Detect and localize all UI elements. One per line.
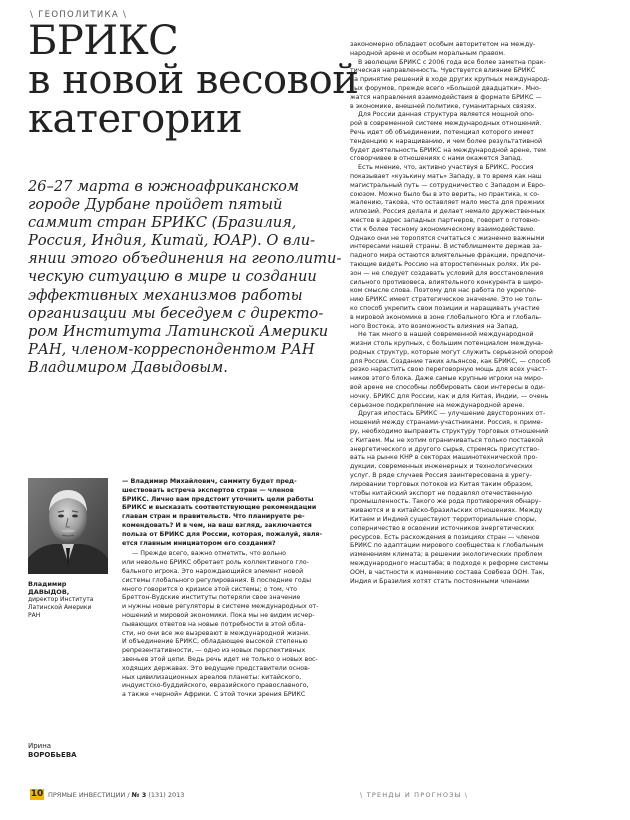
- body-line: жестов в адрес западных партнеров, говорит о готовно-: [350, 216, 541, 224]
- body-line: родных структур, которые могут служить серьезной опорой: [350, 348, 553, 356]
- body-line: В эволюции БРИКС с 2006 года все более заметна прак-: [350, 58, 546, 66]
- body-line: международного масштаба; в подходе к реформе системы: [350, 560, 549, 568]
- body-line: жатся направления взаимодействия в формате БРИКС —: [350, 93, 542, 101]
- body-line: БРИКС по адаптации мирового сообщества к глобальным: [350, 542, 544, 550]
- author-last-name: ВОРОБЬЕВА: [28, 751, 77, 759]
- body-line: тающие видеть Россию на второстепенных ролях. Их ре-: [350, 260, 542, 268]
- caption-role: РАН: [28, 612, 41, 619]
- body-line: ООН, в частности к изменению состава Совбеза ООН. Так,: [350, 568, 545, 576]
- question-line: — Владимир Михайлович, саммиту будет пред-: [122, 478, 297, 485]
- body-line: ношений между странами-участниками. Россия, к приме-: [350, 419, 543, 427]
- lead-line: ческую ситуацию в мире и создании: [28, 268, 317, 286]
- answer-line: И объединение БРИКС, обладающее высокой степенью: [122, 638, 308, 646]
- body-line: показывает «кузькину мать» Западу, в то время как наш: [350, 172, 542, 180]
- answer-line: пывающих ответов на новые потребности в этой обла-: [122, 620, 306, 628]
- title-line: БРИКС: [28, 18, 179, 64]
- body-line: услуг. В ряде случаев Россия заинтересована в урегу-: [350, 472, 532, 480]
- body-line: падного мира остаются влиятельные фракции, предпочи-: [350, 252, 545, 260]
- rubric: \ ГЕОПОЛИТИКА \: [30, 10, 128, 20]
- interview-question: [122, 478, 340, 548]
- title-line: категории: [28, 96, 243, 142]
- body-line: дукции, современных инженерных и технологических: [350, 463, 533, 471]
- caption-role: директор Института: [28, 596, 94, 603]
- title-line: в новой весовой: [28, 57, 359, 103]
- body-line: с Китаем. Мы не хотим ограничиваться только поставкой: [350, 436, 544, 444]
- answer-line: ных цивилизационных ареалов планеты: китайского,: [122, 673, 302, 681]
- body-line: иллюзий. Россия делала и делает немало дружественных: [350, 208, 545, 216]
- interview-answer: [122, 550, 340, 700]
- body-line: чтобы китайский экспорт не подавлял отечественную: [350, 489, 533, 497]
- body-line: магистральный путь — сотрудничество с Западом и Евро-: [350, 181, 546, 189]
- body-line: на принятие решений в ходе других крупных международ-: [350, 76, 550, 84]
- body-line: ресурсов. Есть расхождения в позициях стран — членов: [350, 533, 540, 541]
- issue-number: № 3: [131, 791, 147, 799]
- body-line: Индия и Бразилия хотят стать постоянными членами: [350, 577, 529, 585]
- body-line: нию БРИКС имеет стратегическое значение. Это не толь-: [350, 296, 543, 304]
- question-line: БРИКС. Лично вам предстоит уточнить цели работы: [122, 495, 314, 503]
- body-line: ного Востока, это возможность влияния на Запад.: [350, 322, 519, 330]
- body-line: Для России данная структура является мощной опо-: [350, 111, 535, 119]
- caption-role: Латинской Америки: [28, 604, 92, 611]
- body-line: союзом. Можно было бы в это верить, но практика, к со-: [350, 190, 540, 198]
- question-line: комендовать? И в чем, на ваш взгляд, заключается: [122, 521, 312, 529]
- body-line: соперничество в освоении источников энергетических: [350, 524, 535, 532]
- interview-column-left: [122, 478, 340, 700]
- answer-line: Бреттон-Вудские институты потеряли свое значение: [122, 594, 301, 602]
- body-line: серьезное подкрепление на международной арене.: [350, 401, 525, 409]
- body-line: ников этого блока. Даже самые крупные игроки на миро-: [350, 375, 544, 383]
- body-line: изменениям климата; в решении экологических проблем: [350, 551, 543, 559]
- question-line: шествовать встреча экспертов стран — членов: [122, 486, 294, 494]
- section-name: \ ТРЕНДЫ И ПРОГНОЗЫ \: [360, 791, 469, 799]
- answer-line: или невольно БРИКС обретает роль коллективного гло-: [122, 559, 309, 567]
- question-line: БРИКС и высказать соответствующие рекомендации: [122, 504, 317, 512]
- body-line: зон — не следует создавать условий для восстановления: [350, 269, 544, 277]
- question-line: главам стран и правительств. Что планируете ре-: [122, 513, 305, 521]
- body-line: резко нарастить свою переговорную мощь для всех участ-: [350, 366, 548, 374]
- answer-line: много говорится о кризисе этой системы; о том, что: [122, 585, 297, 593]
- lead-line: Владимиром Давыдовым.: [28, 358, 228, 376]
- body-line: энергетического и другого сырья, стремясь присутство-: [350, 445, 540, 453]
- body-line: сти к более тесному экономическому взаимодействию.: [350, 225, 536, 233]
- magazine-name: [48, 791, 184, 799]
- body-line: вой арене не способны лоббировать свои интересы в оди-: [350, 384, 546, 392]
- body-line: в мировой экономике в зоне глобального Юга и глобаль-: [350, 313, 542, 321]
- body-line: лировании торговых потоков из Китая таким образом,: [350, 480, 533, 488]
- body-line: жалению, такова, что оставляет мало места для прежних: [350, 199, 545, 207]
- caption-first-name: Владимир: [28, 580, 67, 588]
- photo-caption: [28, 580, 113, 620]
- body-line: тическая направленность. Чувствуется влияние БРИКС: [350, 67, 536, 75]
- body-line: ру, необходимо выправить структуру торговых отношений: [350, 428, 549, 436]
- body-line: Есть мнение, что, активно участвуя в БРИКС, Россия: [350, 164, 534, 172]
- answer-line: и нужны новые регуляторы в системе международных от-: [122, 603, 319, 611]
- lead-line: янии этого объединения на геополити-: [28, 250, 342, 268]
- lead-line: организации мы беседуем с директо-: [28, 304, 324, 322]
- body-line: тенденцию к наращиванию, и чем более результативной: [350, 137, 543, 145]
- body-line: в экономике, внешней политике, гуманитарных связях.: [350, 102, 537, 110]
- answer-line: ношений и мировой экономики. Пока мы не видим исчер-: [122, 611, 315, 619]
- portrait-image: [28, 478, 108, 574]
- caption-last-name: ДАВЫДОВ,: [28, 588, 70, 596]
- lead-line: саммит стран БРИКС (Бразилия,: [28, 214, 297, 232]
- body-line: ночку. БРИКС для России, как и для Китая, Индии, — очень: [350, 392, 549, 400]
- body-line: закономерно обладает особым авторитетом на между-: [350, 41, 536, 48]
- body-line: Другая ипостась БРИКС — улучшение двусторонних от-: [350, 410, 546, 418]
- body-line: ком смысле слова. Поэтому для нас работа по укрепле-: [350, 287, 537, 295]
- body-line: будет деятельность БРИКС на международной арене, тем: [350, 146, 546, 154]
- body-line: сильного противовеса, влиятельного конкурента в широ-: [350, 278, 544, 286]
- body-line: живаются и в китайско-бразильских отношениях. Между: [350, 507, 543, 515]
- portrait-photo: [28, 478, 108, 574]
- lead-line: Россия, Индия, Китай, ЮАР). О вли-: [28, 232, 316, 250]
- author-byline: [28, 742, 77, 760]
- interview-column-right: [350, 41, 575, 586]
- answer-line: индуистско-буддийского, евразийского православного,: [122, 682, 309, 690]
- lead-line: РАН, членом-корреспондентом РАН: [28, 340, 315, 358]
- issue-detail: (131) 2013: [148, 791, 185, 799]
- answer-line: сти, но они все же вызревают в международной жизни.: [122, 629, 310, 637]
- body-line: Речь идет об объединении, потенциал которого имеет: [350, 128, 534, 136]
- answer-line: а также «черной» Африки. С этой точки зрения БРИКС: [122, 691, 306, 699]
- magazine-title: ПРЯМЫЕ ИНВЕСТИЦИИ /: [48, 791, 130, 799]
- body-line: для России. Создание таких альянсов, как БРИКС, — способ: [350, 357, 551, 365]
- answer-line: ходящих державах. Это ведущие представители основ-: [122, 664, 311, 672]
- body-line: интересами нашей страны. В истеблишменте держав за-: [350, 243, 542, 251]
- lead-line: ром Института Латинской Америки: [28, 322, 329, 340]
- author-first-name: Ирина: [28, 742, 52, 750]
- lead-line: 26–27 марта в южноафриканском: [28, 178, 300, 195]
- body-line: Китаем и Индией существуют территориальные споры,: [350, 516, 537, 524]
- page-number: 10: [30, 789, 44, 799]
- body-line: ко способ укрепить свои позиции и наращивать участие: [350, 304, 540, 312]
- answer-line: бального игрока. Это нарождающийся элемент новой: [122, 567, 304, 575]
- body-line: рой в современной системе международных отношений.: [350, 120, 542, 128]
- body-line: ных форумов, прежде всего «Большой двадцатки». Мно-: [350, 84, 542, 92]
- answer-line: репрезентативности, — одно из новых перспективных: [122, 647, 306, 655]
- answer-line: системы глобального регулирования. В последние годы: [122, 576, 312, 584]
- answer-line: — Прежде всего, важно отметить, что вольно: [132, 550, 287, 558]
- body-line: жизни столь крупных, с большим потенциалом междуна-: [350, 340, 544, 348]
- answer-line: звеньев этой цепи. Ведь речь идет не только о новых вос-: [122, 655, 318, 663]
- body-line: вать на рынке КНР в секторах машинотехнической про-: [350, 454, 538, 462]
- article-title: [28, 18, 359, 142]
- lead-line: эффективных механизмов работы: [28, 286, 303, 304]
- question-line: ется главным инициатором его создания?: [122, 539, 276, 547]
- question-line: польза от БРИКС для России, которая, пожалуй, явля-: [122, 530, 323, 538]
- body-line: Однако они не торопятся считаться с жизненно важными: [350, 234, 545, 242]
- lead-line: городе Дурбане пройдет пятый: [28, 196, 283, 214]
- body-line: сговорчивее в отношениях с нами окажется Запад.: [350, 155, 523, 163]
- body-line: народной арене и особым моральным правом.: [350, 49, 506, 57]
- body-line: промышленность. Такого же рода противоречия обнару-: [350, 498, 541, 506]
- body-line: Не так много в нашей современной международной: [350, 331, 534, 339]
- lead-paragraph: [28, 178, 348, 377]
